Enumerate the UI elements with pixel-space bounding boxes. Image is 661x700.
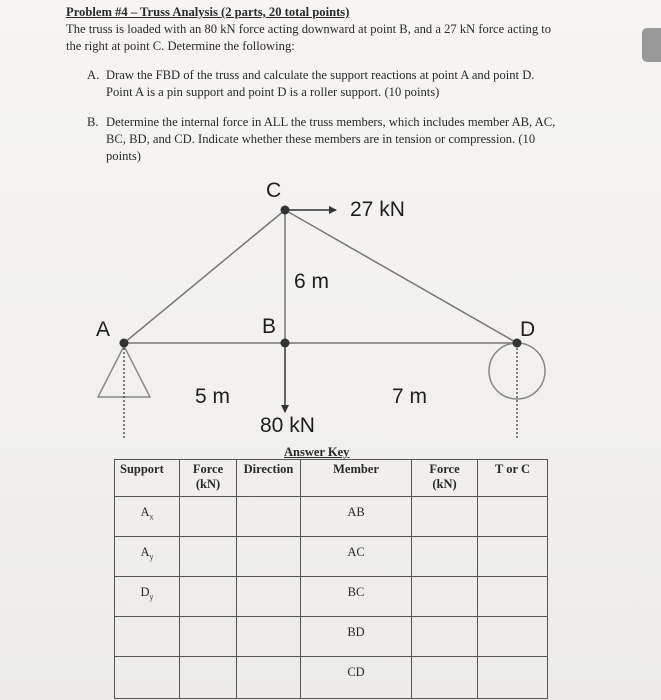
part-b-line-3: points) xyxy=(106,149,141,163)
header-force: Force (kN) xyxy=(180,460,237,497)
member-force-input[interactable] xyxy=(412,537,478,577)
node-c-label: C xyxy=(266,179,282,202)
support-cell: $A_y$ xyxy=(115,537,180,577)
member-cell: CD xyxy=(301,657,412,699)
header-member-force: Force (kN) xyxy=(412,460,478,497)
member-cell: AB xyxy=(301,497,412,537)
header-member: Member xyxy=(301,460,412,497)
table-row xyxy=(115,497,548,537)
support-force-input[interactable] xyxy=(180,537,237,577)
part-a-marker: A. xyxy=(87,68,100,82)
answer-key-heading: Answer Key xyxy=(284,445,350,459)
support-force-input[interactable] xyxy=(180,577,237,617)
joint-c-dot xyxy=(281,206,290,215)
support-cell xyxy=(115,617,180,657)
header-t-or-c: T or C xyxy=(478,460,548,497)
support-direction-input[interactable] xyxy=(237,657,301,699)
part-b-line-1: Determine the internal force in ALL the truss members, which includes member AB, AC, xyxy=(106,115,556,129)
joint-b-dot xyxy=(281,339,290,348)
header-direction: Direction xyxy=(237,460,301,497)
height-label: 6 m xyxy=(294,270,330,293)
roller-support-icon xyxy=(489,343,545,399)
problem-title: Problem #4 – Truss Analysis (2 parts, 20 total points) xyxy=(66,5,350,19)
node-d-label: D xyxy=(520,318,536,341)
part-a-line-1: Draw the FBD of the truss and calculate the support reactions at point A and point D. xyxy=(106,68,535,82)
answer-table xyxy=(114,459,548,699)
member-force-input[interactable] xyxy=(412,617,478,657)
support-direction-input[interactable] xyxy=(237,537,301,577)
support-force-input[interactable] xyxy=(180,657,237,699)
table-row xyxy=(115,657,548,699)
node-b-label: B xyxy=(262,315,277,338)
member-t-or-c-input[interactable] xyxy=(478,537,548,577)
table-row xyxy=(115,577,548,617)
support-cell: $A_x$ xyxy=(115,497,180,537)
span-right-label: 7 m xyxy=(392,385,428,408)
support-direction-input[interactable] xyxy=(237,497,301,537)
support-direction-input[interactable] xyxy=(237,577,301,617)
member-cell: BD xyxy=(301,617,412,657)
header-support: Support xyxy=(115,460,180,497)
support-force-input[interactable] xyxy=(180,497,237,537)
load-27-label: 27 kN xyxy=(350,198,405,221)
intro-line-1: The truss is loaded with an 80 kN force acting downward at point B, and a 27 kN force acting to xyxy=(66,22,552,36)
support-direction-input[interactable] xyxy=(237,617,301,657)
load-80-label: 80 kN xyxy=(260,414,315,437)
support-cell xyxy=(115,657,180,699)
support-force-input[interactable] xyxy=(180,617,237,657)
member-t-or-c-input[interactable] xyxy=(478,497,548,537)
member-force-input[interactable] xyxy=(412,577,478,617)
table-header-row xyxy=(115,460,548,497)
part-a-line-2: Point A is a pin support and point D is a roller support. (10 points) xyxy=(106,85,440,99)
node-a-label: A xyxy=(96,318,111,341)
span-left-label: 5 m xyxy=(195,385,231,408)
member-force-input[interactable] xyxy=(412,657,478,699)
part-b-line-2: BC, BD, and CD. Indicate whether these members are in tension or compression. (10 xyxy=(106,132,536,146)
member-cell: BC xyxy=(301,577,412,617)
table-row xyxy=(115,537,548,577)
part-b-marker: B. xyxy=(87,115,99,129)
member-cell: AC xyxy=(301,537,412,577)
support-cell: $D_y$ xyxy=(115,577,180,617)
member-t-or-c-input[interactable] xyxy=(478,617,548,657)
member-ac-line xyxy=(124,210,285,343)
table-row xyxy=(115,617,548,657)
member-t-or-c-input[interactable] xyxy=(478,657,548,699)
joint-a-dot xyxy=(120,339,129,348)
member-t-or-c-input[interactable] xyxy=(478,577,548,617)
intro-line-2: the right at point C. Determine the following: xyxy=(66,39,295,53)
member-force-input[interactable] xyxy=(412,497,478,537)
